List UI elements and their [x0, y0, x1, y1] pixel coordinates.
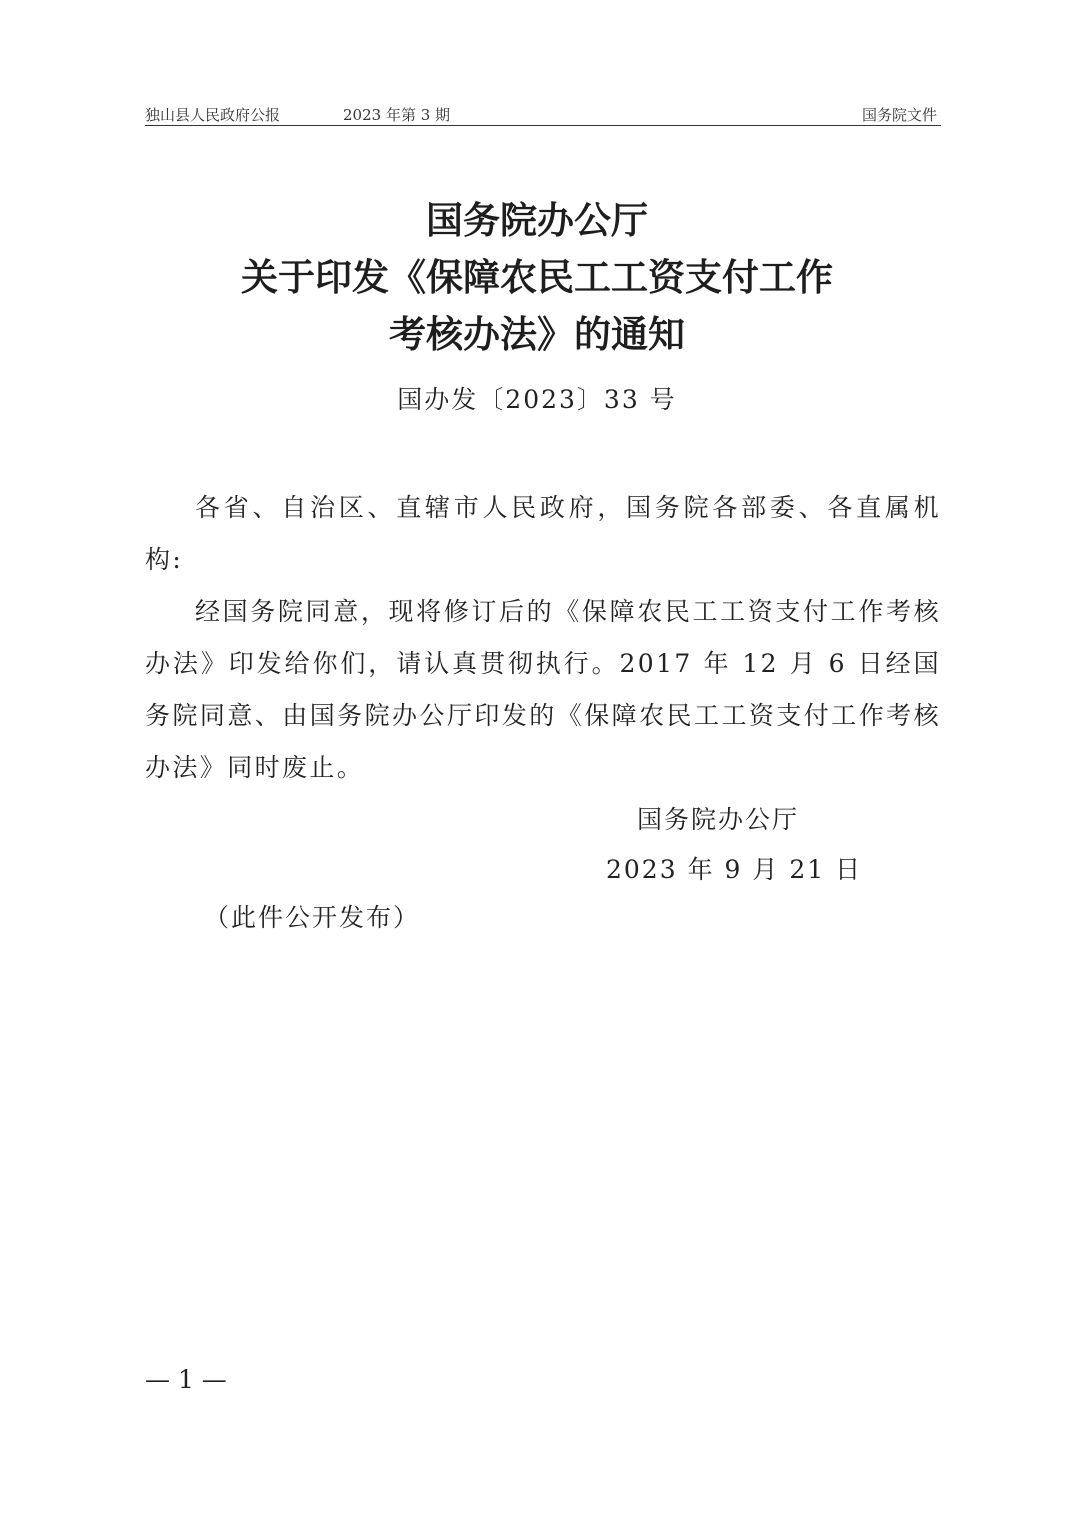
header-publication: 独山县人民政府公报	[145, 106, 281, 124]
signature-org: 国务院办公厅	[637, 805, 800, 834]
document-title	[0, 192, 1074, 363]
main-paragraph: 经国务院同意，现将修订后的《保障农民工工资支付工作考核办法》印发给你们，请认真贯彻执行。2017 年 12 月 6 日经国务院同意、由国务院办公厅印发的《保障农民工工资支付工作考核办法》同时废止。	[145, 597, 941, 782]
page-number: — 1 —	[145, 1365, 227, 1394]
page-header	[145, 104, 941, 126]
document-number: 国办发〔2023〕33 号	[397, 385, 677, 414]
title-line-3: 考核办法》的通知	[389, 313, 685, 356]
signature-date: 2023 年 9 月 21 日	[606, 855, 863, 884]
header-section: 国务院文件	[861, 106, 937, 124]
title-line-1: 国务院办公厅	[426, 199, 648, 242]
header-issue: 2023 年第 3 期	[343, 106, 451, 124]
document-body	[145, 482, 941, 794]
recipients-paragraph: 各省、自治区、直辖市人民政府，国务院各部委、各直属机构:	[145, 493, 941, 574]
publication-note: （此件公开发布）	[204, 903, 421, 932]
title-line-2: 关于印发《保障农民工工资支付工作	[241, 256, 833, 299]
